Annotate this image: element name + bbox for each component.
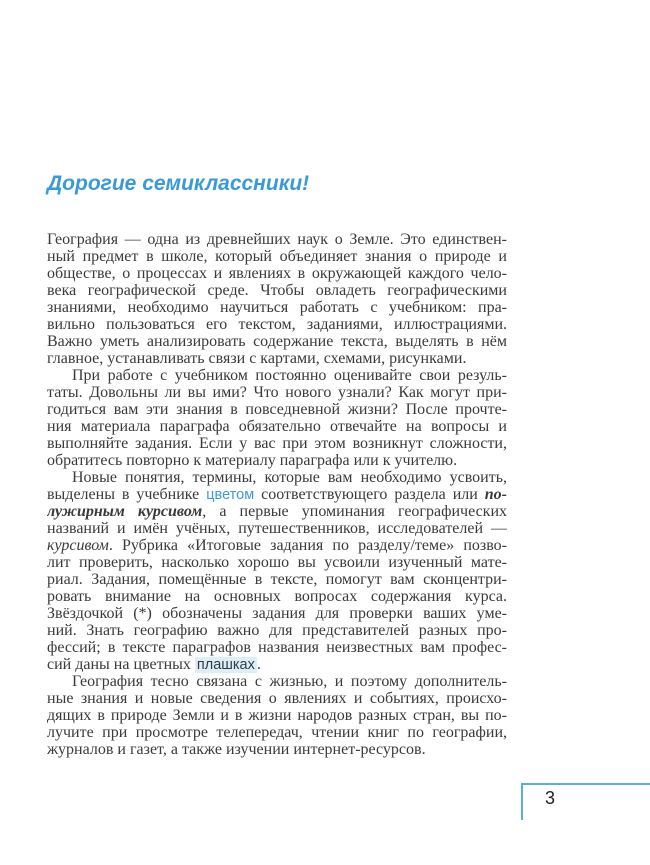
paragraph xyxy=(47,673,507,758)
text-segment: сий даны на цветных xyxy=(47,656,195,673)
text-line xyxy=(47,588,507,605)
paragraph xyxy=(47,231,507,367)
text-segment: ные знания и новые сведения о явлениях и событиях, происхо- xyxy=(47,690,507,707)
page-title: Дорогие семиклассники! xyxy=(47,172,310,195)
text-line xyxy=(47,333,507,350)
emphasized-text: курсивом xyxy=(47,537,109,554)
text-line xyxy=(47,452,507,469)
text-segment: вильно пользоваться его текстом, заданиями, иллюстрациями. xyxy=(47,316,507,333)
text-line xyxy=(47,656,507,673)
text-line xyxy=(47,486,507,503)
text-line xyxy=(47,401,507,418)
text-segment: . Рубрика «Итоговые задания по разделу/теме» позво- xyxy=(108,537,507,554)
text-segment: ный предмет в школе, который объединяет знания о природе и xyxy=(47,248,507,265)
text-line xyxy=(47,537,507,554)
text-segment: названий и имён учёных, путешественников, исследователей — xyxy=(47,520,507,537)
text-line xyxy=(47,469,507,486)
text-segment: риал. Задания, помещённые в тексте, помогут вам сконцентри- xyxy=(47,571,507,588)
text-segment: фессий; в тексте параграфов названия неизвестных вам профес- xyxy=(47,639,507,656)
text-line xyxy=(47,384,507,401)
text-segment: выполняйте задания. Если у вас при этом возникнут сложности, xyxy=(47,435,507,452)
text-segment: География тесно связана с жизнью, и поэтому дополнитель- xyxy=(72,673,507,690)
text-segment: годиться вам эти знания в повседневной жизни? После прочте- xyxy=(47,401,507,418)
text-segment: лит проверить, насколько хорошо вы усвоили изученный мате- xyxy=(47,554,507,571)
paragraph xyxy=(47,367,507,469)
text-segment: Звёздочкой (*) обозначены задания для проверки ваших уме- xyxy=(47,605,507,622)
text-line xyxy=(47,741,507,758)
text-line xyxy=(47,571,507,588)
text-line xyxy=(47,265,507,282)
text-line xyxy=(47,605,507,622)
text-segment: При работе с учебником постоянно оценивайте свои резуль- xyxy=(72,367,507,384)
text-segment: журналов и газет, а также изучении интернет-ресурсов. xyxy=(47,741,426,758)
text-segment: века географической среде. Чтобы овладеть географическими xyxy=(47,282,507,299)
text-segment: обществе, о процессах и явлениях в окружающей каждого чело- xyxy=(47,265,507,282)
text-segment: , а первые упоминания географических xyxy=(202,503,507,520)
text-line xyxy=(47,724,507,741)
text-line xyxy=(47,299,507,316)
text-segment: выделены в учебнике xyxy=(47,486,207,503)
paragraph xyxy=(47,469,507,673)
text-line xyxy=(47,248,507,265)
text-line xyxy=(47,316,507,333)
text-line xyxy=(47,520,507,537)
text-segment: знаниями, необходимо научиться работать с учебником: пра- xyxy=(47,299,507,316)
text-line xyxy=(47,418,507,435)
emphasized-text: лужирным курсивом xyxy=(47,503,203,520)
text-line xyxy=(47,690,507,707)
text-segment: География — одна из древнейших наук о Земле. Это единствен- xyxy=(47,231,507,248)
text-segment: Важно уметь анализировать содержание текста, выделять в нём xyxy=(47,333,507,350)
text-line xyxy=(47,707,507,724)
text-segment: Новые понятия, термины, которые вам необходимо усвоить, xyxy=(72,469,507,486)
text-line xyxy=(47,622,507,639)
text-line xyxy=(47,435,507,452)
text-segment: ния материала параграфа обязательно отвечайте на вопросы и xyxy=(47,418,507,435)
text-segment: обратитесь повторно к материалу параграфа или к учителю. xyxy=(47,452,458,469)
body-text xyxy=(47,231,507,758)
colored-term: цветом xyxy=(206,487,255,503)
profession-plate: плашках xyxy=(196,657,255,673)
text-segment: лучите при просмотре телепередач, чтении книг по географии, xyxy=(47,724,507,741)
emphasized-text: по- xyxy=(484,486,507,503)
text-segment: таты. Довольны ли вы ими? Что нового узнали? Как могут при- xyxy=(47,384,507,401)
text-line xyxy=(47,350,507,367)
text-segment: ровать внимание на основных вопросах содержания курса. xyxy=(47,588,507,605)
page-number-frame xyxy=(521,783,650,820)
text-line xyxy=(47,554,507,571)
text-segment: . xyxy=(256,656,261,673)
text-line xyxy=(47,639,507,656)
page-number: 3 xyxy=(545,788,556,808)
text-line xyxy=(47,231,507,248)
text-line xyxy=(47,673,507,690)
text-line xyxy=(47,367,507,384)
text-segment: соответствующего раздела или xyxy=(254,486,485,503)
text-segment: дящих в природе Земли и в жизни народов разных стран, вы по- xyxy=(47,707,507,724)
text-segment: ний. Знать географию важно для представителей разных про- xyxy=(47,622,507,639)
text-line xyxy=(47,282,507,299)
text-segment: главное, устанавливать связи с картами, схемами, рисунками. xyxy=(47,350,467,367)
text-line xyxy=(47,503,507,520)
